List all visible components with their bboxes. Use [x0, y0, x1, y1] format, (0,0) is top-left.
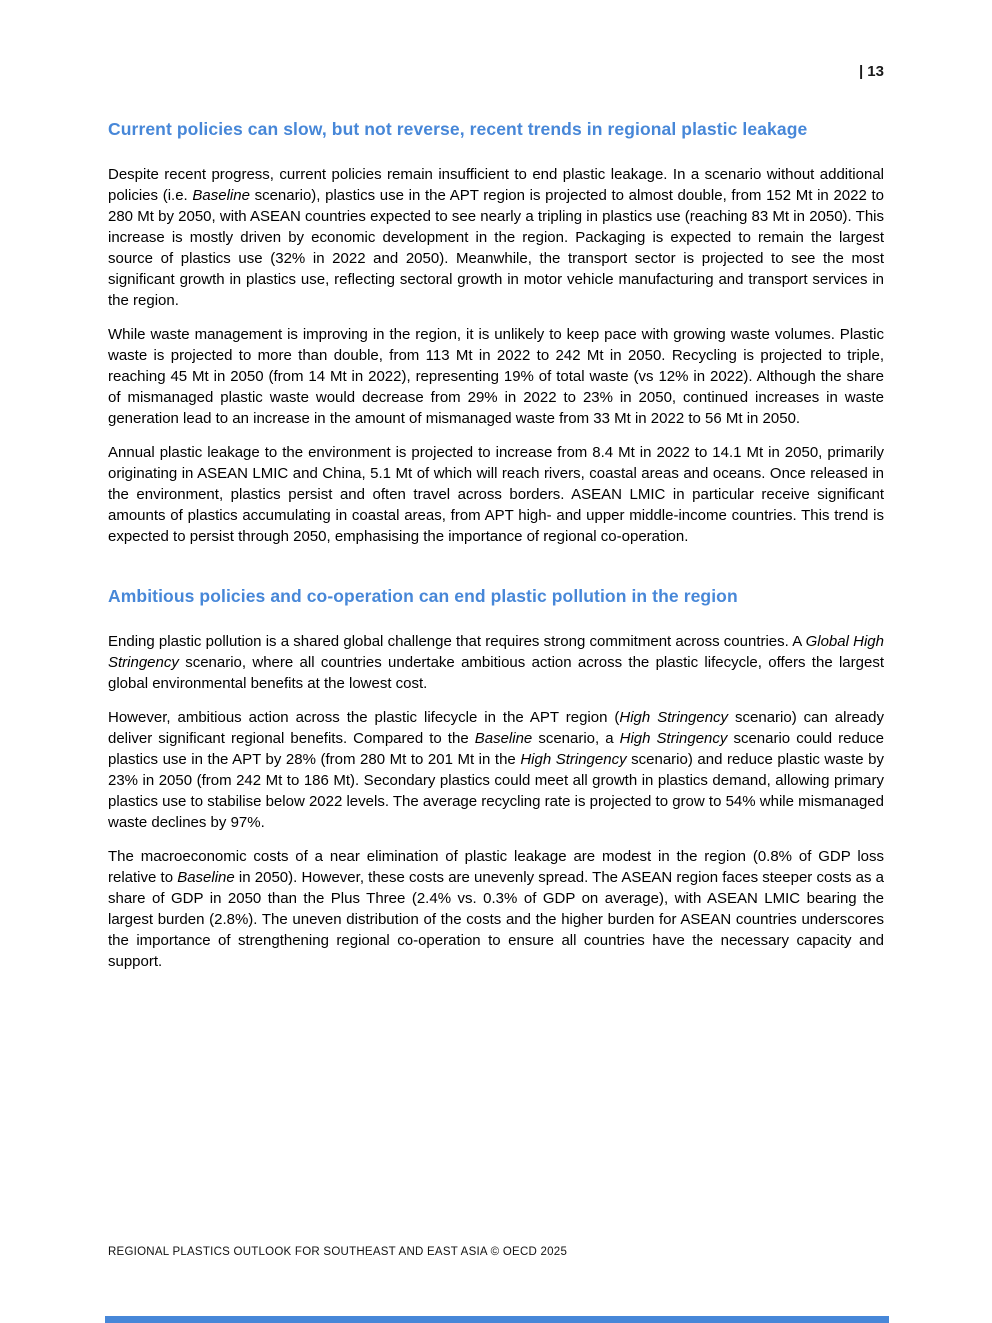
- italic-term: Baseline: [474, 730, 533, 747]
- text-run: scenario), plastics use in the APT region is projected to almost double, from 152 Mt in 2022 to 280 Mt by 2050, with ASEAN countries expected to see nearly a tripling in plastics use (reaching 83 Mt in 2050). This increase is mostly driven by economic development in the region. Packaging is expected to remain the largest source of plastics use (32% in 2022 and 2050). Meanwhile, the transport sector is projected to see the most significant growth in plastics use, reflecting sectoral growth in motor vehicle manufacturing and transport services in the region.: [108, 187, 884, 309]
- text-run: scenario, a: [532, 730, 620, 747]
- paragraph: [108, 164, 884, 311]
- paragraph: [108, 846, 884, 972]
- text-run: Annual plastic leakage to the environment is projected to increase from 8.4 Mt in 2022 to 14.1 Mt in 2050, primarily originating in ASEAN LMIC and China, 5.1 Mt of which will reach rivers, coastal areas and oceans. Once released in the environment, plastics persist and often travel across borders. ASEAN LMIC in particular receive significant amounts of plastics accumulating in coastal areas, from APT high- and upper middle-income countries. This trend is expected to persist through 2050, emphasising the importance of regional co-operation.: [108, 444, 884, 545]
- section-heading: Ambitious policies and co-operation can end plastic pollution in the region: [108, 586, 738, 606]
- italic-term: High Stringency: [520, 751, 627, 768]
- paragraph: [108, 442, 884, 547]
- text-run: scenario) and reduce plastic waste by 23% in 2050 (from 242 Mt to 186 Mt). Secondary plastics could meet all growth in plastics demand, allowing primary plastics use to stabilise below 2022 levels. The average recycling rate is projected to grow to 54% while mismanaged waste declines by 97%.: [108, 751, 885, 831]
- page-body: [108, 118, 884, 972]
- text-run: scenario, where all countries undertake ambitious action across the plastic lifecycle, offers the largest global environmental benefits at the lowest cost.: [108, 654, 884, 692]
- italic-term: Global High Stringency: [108, 633, 884, 671]
- paragraph: [108, 631, 884, 694]
- footer-accent-bar: [105, 1316, 889, 1323]
- text-run: scenario could reduce plastics use in the APT by 28% (from 280 Mt to 201 Mt in the: [108, 730, 884, 768]
- paragraph: [108, 707, 884, 833]
- text-run: in 2050). However, these costs are unevenly spread. The ASEAN region faces steeper costs as a share of GDP in 2050 than the Plus Three (2.4% vs. 0.3% of GDP on average), with ASEAN LMIC bearing the largest burden (2.8%). The uneven distribution of the costs and the higher burden for ASEAN countries underscores the importance of strengthening regional co-operation to ensure all countries have the necessary capacity and support.: [108, 869, 884, 970]
- text-run: While waste management is improving in the region, it is unlikely to keep pace with growing waste volumes. Plastic waste is projected to more than double, from 113 Mt in 2022 to 242 Mt in 2050. Recycling is projected to triple, reaching 45 Mt in 2050 (from 14 Mt in 2022), representing 19% of total waste (vs 12% in 2022). Although the share of mismanaged plastic waste would decrease from 29% in 2022 to 23% in 2050, continued increases in waste generation lead to an increase in the amount of mismanaged waste from 33 Mt in 2022 to 56 Mt in 2050.: [108, 326, 884, 427]
- section-ambitious-policies: [108, 585, 884, 972]
- text-run: Ending plastic pollution is a shared global challenge that requires strong commitment across countries. A: [108, 633, 806, 650]
- section-paragraphs: [108, 631, 884, 972]
- section-heading: Current policies can slow, but not reverse, recent trends in regional plastic leakage: [108, 119, 808, 139]
- section-paragraphs: [108, 164, 884, 547]
- page-number: | 13: [858, 63, 884, 80]
- italic-term: High Stringency: [619, 709, 729, 726]
- section-current-policies: [108, 118, 884, 547]
- text-run: Despite recent progress, current policies remain insufficient to end plastic leakage. In a scenario without additional policies (i.e.: [108, 166, 884, 204]
- italic-term: High Stringency: [619, 730, 728, 747]
- italic-term: Baseline: [192, 187, 250, 204]
- text-run: scenario) can already deliver significant regional benefits. Compared to the: [108, 709, 884, 747]
- running-footer: REGIONAL PLASTICS OUTLOOK FOR SOUTHEAST AND EAST ASIA © OECD 2025: [108, 1246, 568, 1258]
- text-run: However, ambitious action across the plastic lifecycle in the APT region (: [108, 709, 620, 726]
- text-run: The macroeconomic costs of a near elimination of plastic leakage are modest in the region (0.8% of GDP loss relative to: [108, 848, 884, 886]
- italic-term: Baseline: [177, 869, 235, 886]
- paragraph: [108, 324, 884, 429]
